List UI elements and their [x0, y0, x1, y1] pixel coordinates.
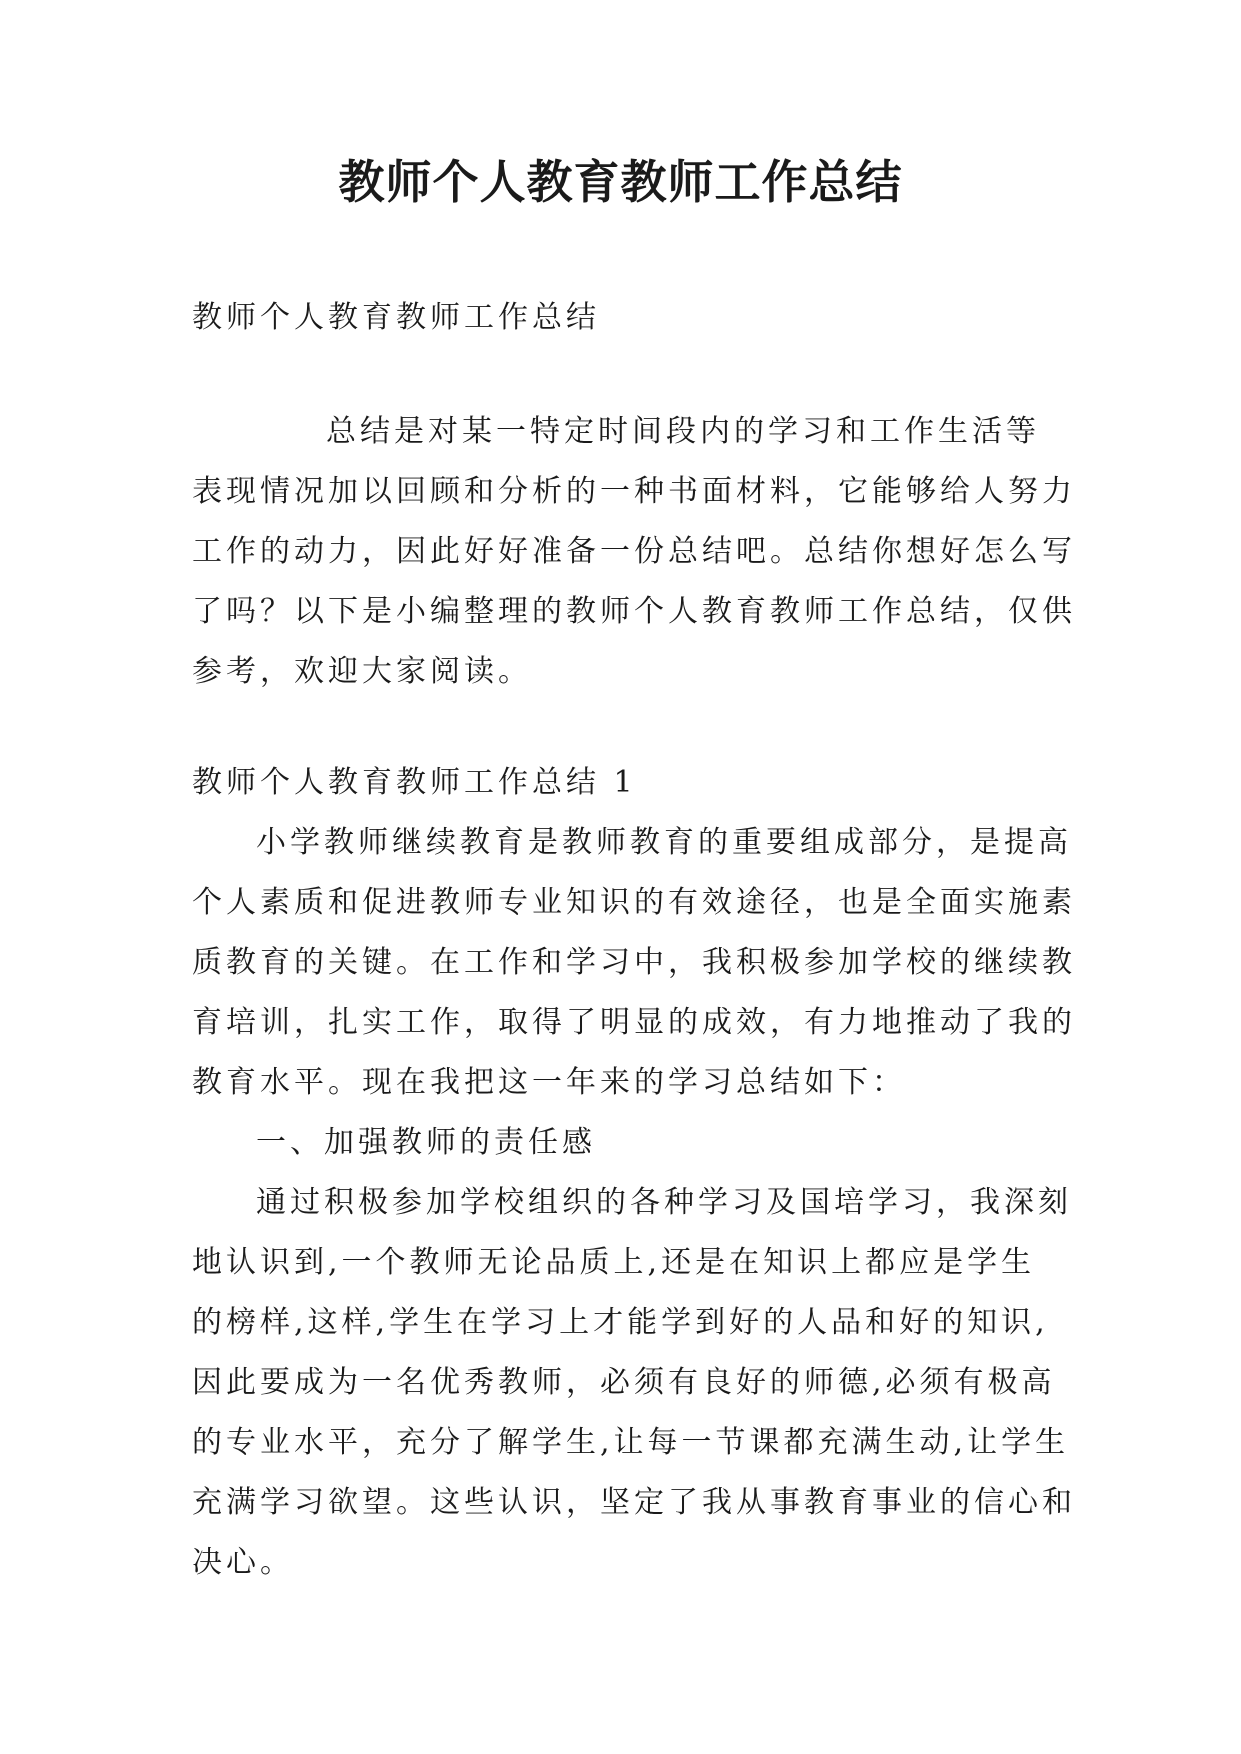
paragraph-line: 参考，欢迎大家阅读。 [192, 654, 532, 689]
paragraph-line: 工作的动力，因此好好准备一份总结吧。总结你想好怎么写 [192, 534, 1076, 569]
paragraph-line: 小学教师继续教育是教师教育的重要组成部分，是提高 [256, 825, 1072, 860]
paragraph-line: 因此要成为一名优秀教师，必须有良好的师德,必须有极高 [192, 1365, 1056, 1400]
paragraph-line: 教育水平。现在我把这一年来的学习总结如下： [192, 1065, 906, 1100]
paragraph-line: 总结是对某一特定时间段内的学习和工作生活等 [326, 414, 1040, 449]
paragraph-line: 决心。 [192, 1545, 294, 1580]
paragraph-line: 通过积极参加学校组织的各种学习及国培学习，我深刻 [256, 1185, 1072, 1220]
paragraph-line: 个人素质和促进教师专业知识的有效途径，也是全面实施素 [192, 885, 1076, 920]
paragraph-line: 充满学习欲望。这些认识，坚定了我从事教育事业的信心和 [192, 1485, 1076, 1520]
document-title: 教师个人教育教师工作总结 [338, 155, 903, 209]
body-text [192, 813, 1076, 1593]
document-subtitle [192, 288, 1062, 348]
paragraph-line: 表现情况加以回顾和分析的一种书面材料，它能够给人努力 [192, 474, 1076, 509]
subtitle-text: 教师个人教育教师工作总结 [192, 300, 600, 335]
paragraph-line: 的专业水平，充分了解学生,让每一节课都充满生动,让学生 [192, 1425, 1070, 1460]
paragraph-line: 的榜样,这样,学生在学习上才能学到好的人品和好的知识, [192, 1305, 1049, 1340]
point-heading: 一、加强教师的责任感 [256, 1125, 596, 1160]
paragraph-line: 了吗？以下是小编整理的教师个人教育教师工作总结，仅供 [192, 594, 1076, 629]
intro-paragraph [192, 402, 1076, 702]
paragraph-line: 质教育的关键。在工作和学习中，我积极参加学校的继续教 [192, 945, 1076, 980]
paragraph-line: 育培训，扎实工作，取得了明显的成效，有力地推动了我的 [192, 1005, 1076, 1040]
section-heading [192, 753, 1062, 813]
section-heading-text: 教师个人教育教师工作总结 1 [192, 765, 637, 800]
paragraph-line: 地认识到,一个教师无论品质上,还是在知识上都应是学生 [192, 1245, 1036, 1280]
